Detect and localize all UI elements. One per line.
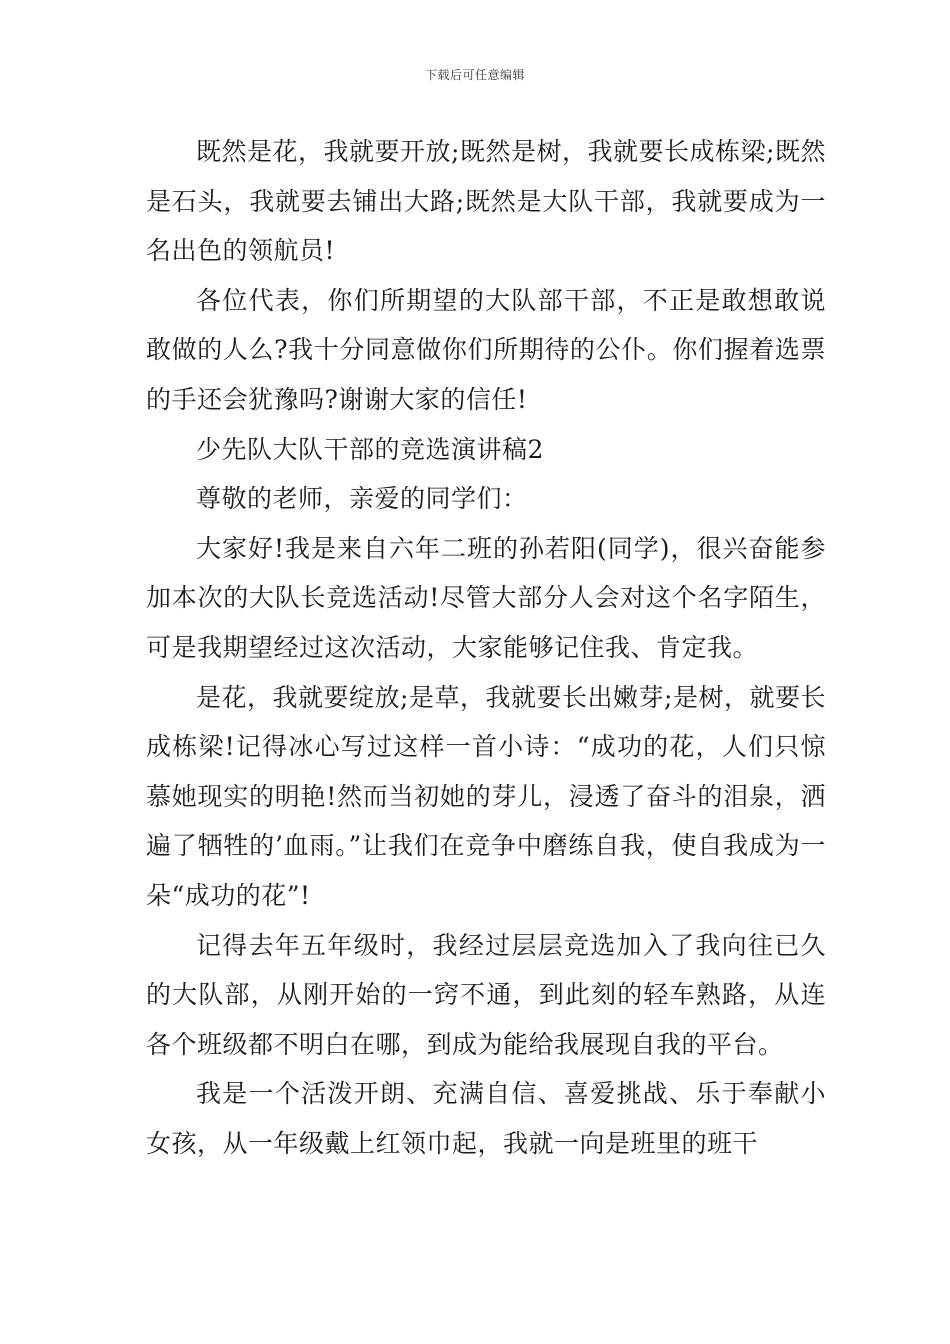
paragraph: 是花，我就要绽放;是草，我就要长出嫩芽;是树，就要长成栋梁!记得冰心写过这样一首小诗：“成功的花，人们只惊慕她现实的明艳!然而当初她的芽儿，浸透了奋斗的泪泉，洒遍了牺牲的’血雨。”让我们在竞争中磨练自我，使自我成为一朵“成功的花”! bbox=[146, 682, 826, 910]
paragraph: 我是一个活泼开朗、充满自信、喜爱挑战、乐于奉献小女孩，从一年级戴上红领巾起，我就一向是班里的班干 bbox=[146, 1079, 826, 1158]
paragraph: 各位代表，你们所期望的大队部干部，不正是敢想敢说敢做的人么?我十分同意做你们所期待的公仆。你们握着选票的手还会犹豫吗?谢谢大家的信任! bbox=[146, 285, 826, 414]
section-title: 少先队大队干部的竞选演讲稿2 bbox=[196, 434, 544, 464]
paragraph: 记得去年五年级时，我经过层层竞选加入了我向往已久的大队部，从刚开始的一窍不通，到此刻的轻车熟路，从连各个班级都不明白在哪，到成为能给我展现自我的平台。 bbox=[146, 930, 826, 1059]
document-body bbox=[146, 127, 826, 1168]
paragraph: 既然是花，我就要开放;既然是树，我就要长成栋梁;既然是石头，我就要去铺出大路;既然是大队干部，我就要成为一名出色的领航员! bbox=[146, 137, 826, 266]
paragraph: 大家好!我是来自六年二班的孙若阳(同学)，很兴奋能参加本次的大队长竞选活动!尽管大部分人会对这个名字陌生，可是我期望经过这次活动，大家能够记住我、肯定我。 bbox=[146, 533, 826, 662]
header-note: 下载后可任意编辑 bbox=[424, 68, 525, 82]
salutation: 尊敬的老师，亲爱的同学们： bbox=[196, 484, 528, 514]
